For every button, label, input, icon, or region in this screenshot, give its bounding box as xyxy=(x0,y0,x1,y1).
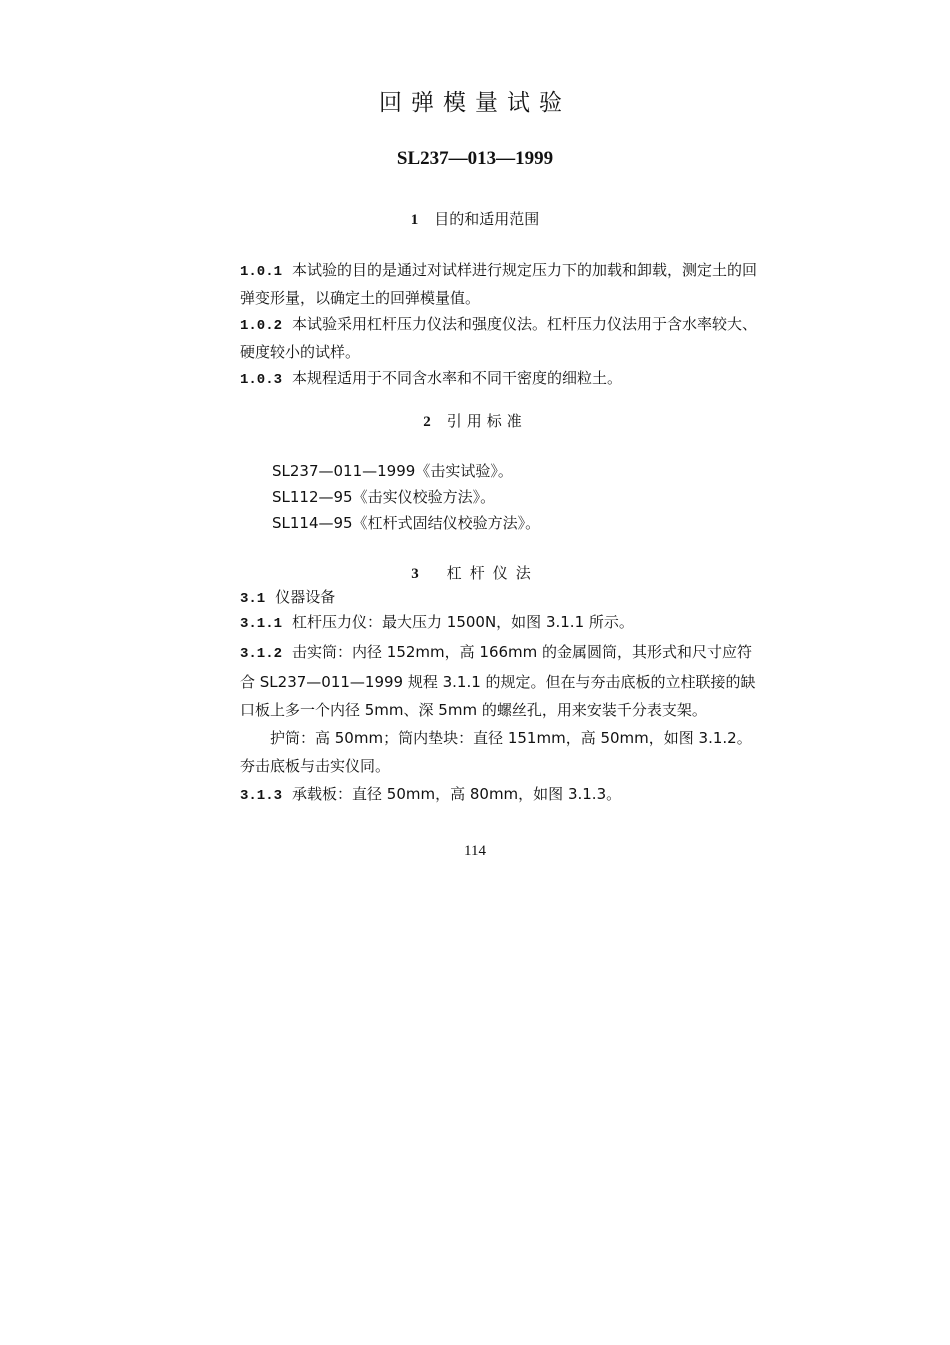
clause-number: 3.1.1 xyxy=(240,616,283,632)
clause-text: 击实筒：内径 152mm，高 166mm 的金属圆筒，其形式和尺寸应符合 SL237—011—1999 规程 3.1.1 的规定。但在与夯击底板的立柱联接的缺口板上多一个内径 5mm、深 5mm 的螺丝孔，用来安装千分表支架。 xyxy=(240,643,756,719)
clause-1-0-2 xyxy=(240,311,760,365)
section-3-label: 杠杆仪法 xyxy=(446,564,539,582)
section-1-heading xyxy=(0,208,950,229)
document-title: 回弹模量试验 xyxy=(379,90,571,116)
clause-text: 承载板：直径 50mm，高 80mm，如图 3.1.3。 xyxy=(292,785,622,803)
clause-number: 3.1.2 xyxy=(240,646,283,662)
section-1-body xyxy=(240,257,760,393)
section-3-body xyxy=(240,608,760,810)
clause-text: 本试验采用杠杆压力仪法和强度仪法。杠杆压力仪法用于含水率较大、硬度较小的试样。 xyxy=(240,315,758,361)
reference-item: SL114—95《杠杆式固结仪校验方法》。 xyxy=(272,514,541,532)
page-number: 114 xyxy=(464,843,486,859)
clause-text: 本规程适用于不同含水率和不同干密度的细粒土。 xyxy=(292,369,623,387)
section-1-number: 1 xyxy=(410,212,419,228)
section-3-number: 3 xyxy=(411,566,419,582)
section-1-label: 目的和适用范围 xyxy=(434,210,540,228)
subsection-3-1-heading xyxy=(240,586,335,607)
clause-number: 3.1.3 xyxy=(240,788,283,804)
standard-code: SL237—013—1999 xyxy=(396,148,554,169)
clause-number: 1.0.2 xyxy=(240,318,283,334)
section-2-number: 2 xyxy=(423,414,431,430)
clause-3-1-2 xyxy=(240,638,760,724)
subsection-label: 仪器设备 xyxy=(275,588,336,606)
clause-text: 杠杆压力仪：最大压力 1500N，如图 3.1.1 所示。 xyxy=(292,613,634,631)
clause-1-0-3 xyxy=(240,365,760,393)
clause-text: 本试验的目的是通过对试样进行规定压力下的加载和卸载，测定土的回弹变形量，以确定土的回弹模量值。 xyxy=(240,261,758,307)
clause-number: 1.0.1 xyxy=(240,264,283,280)
clause-text: 护筒：高 50mm；筒内垫块：直径 151mm，高 50mm，如图 3.1.2。夯击底板与击实仪同。 xyxy=(240,729,752,775)
clause-3-1-2-continued xyxy=(240,724,760,780)
reference-item: SL237—011—1999《击实试验》。 xyxy=(272,462,513,480)
section-3-heading xyxy=(0,562,950,583)
clause-3-1-3 xyxy=(240,780,760,810)
clause-number: 1.0.3 xyxy=(240,372,283,388)
reference-item: SL112—95《击实仪校验方法》。 xyxy=(272,488,496,506)
section-2-label: 引用标准 xyxy=(446,412,527,430)
reference-list xyxy=(272,458,540,536)
clause-1-0-1 xyxy=(240,257,760,311)
section-2-heading xyxy=(0,410,950,431)
subsection-number: 3.1 xyxy=(240,591,266,607)
clause-3-1-1 xyxy=(240,608,760,638)
